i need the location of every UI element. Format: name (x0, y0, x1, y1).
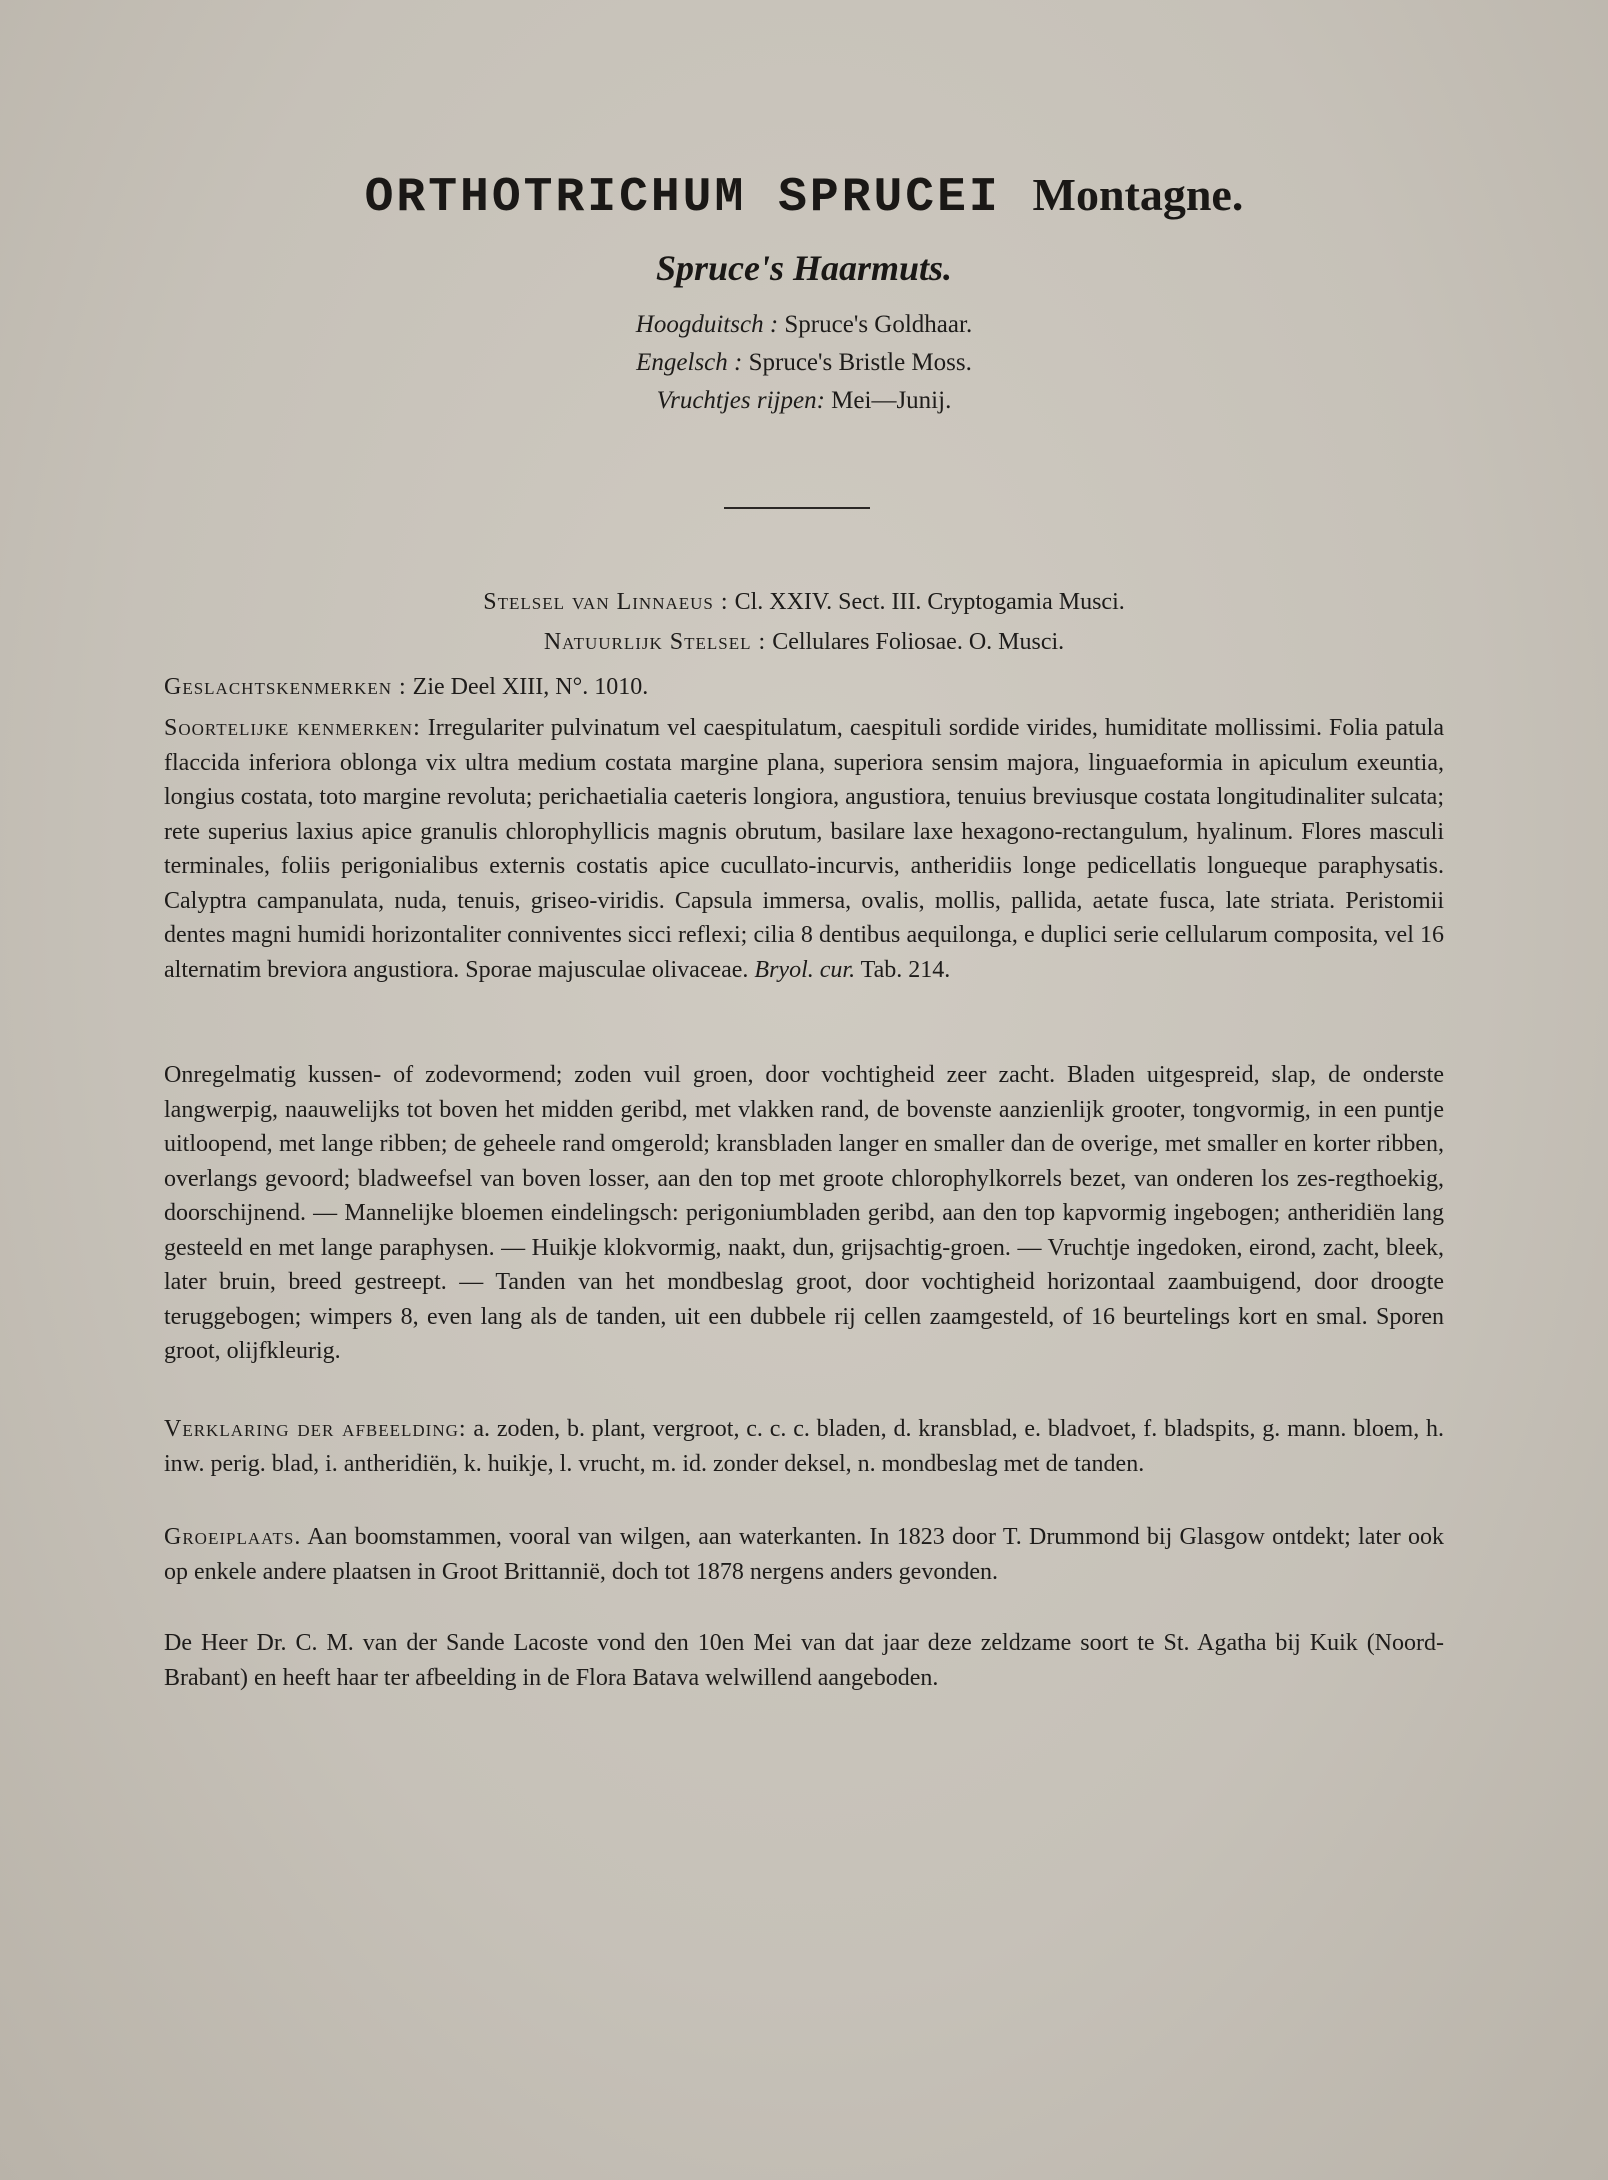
separator-rule (724, 507, 870, 509)
name-line: Engelsch : Spruce's Bristle Moss. (636, 349, 972, 376)
habitat: Groeiplaats. Aan boomstammen, vooral van wilgen, aan waterkanten. In 1823 door T. Drummond bij Glasgow ontdekt; later ook op enkele andere plaatsen in Groot Brittannië, doch tot 1878 nergens anders gevonden. (164, 1524, 1444, 1585)
dutch-description: Onregelmatig kussen- of zodevormend; zoden vuil groen, door vochtigheid zeer zacht. Bladen uitgespreid, slap, de onderste langwerpig, naauwelijks tot boven het midden geribd, met vlakken rand, de bovenste aanzienlijk grooter, tongvormig, in een puntje uitloopend, met lange ribben; de geheele rand omgerold; kransbladen langer en smaller dan de overige, met smaller en korter ribben, overlangs gevoord; bladweefsel van boven losser, aan den top met groote chlorophylkorrels bezet, van onderen los zes-regthoekig, doorschijnend. — Mannelijke bloemen eindelingsch: perigoniumbladen geribd, aan den top kapvormig ingebogen; antheridiën lang gesteeld en met lange paraphysen. — Huikje klokvormig, naakt, dun, grijsachtig-groen. — Vruchtje ingedoken, eirond, zacht, bleek, later bruin, breed gestreept. — Tanden van het mondbeslag groot, door vochtigheid horizontaal zaambuigend, door droogte teruggebogen; wimpers 8, even lang als de tanden, uit een dubbele rij cellen zaamgesteld, of 16 beurtelings kort en smal. Sporen groot, olijfkleurig. (164, 1062, 1444, 1364)
genus-line: Geslachtskenmerken : Zie Deel XIII, N°. 1010. (164, 674, 649, 700)
name-line: Vruchtjes rijpen: Mei—Junij. (656, 387, 952, 414)
title-author: Montagne. (1032, 169, 1244, 220)
species-description: Soortelijke kenmerken: Irregulariter pulvinatum vel caespitulatum, caespituli sordide virides, humiditate mollissimi. Folia patula flaccida inferiora oblonga vix ultra medium costata margine plana, superiora sensim majora, linguaeformia in apiculum exeuntia, longius costata, toto margine revoluta; perichaetialia caeteris longiora, angustiora, tenuius breviusque costata longitudinaliter sulcata; rete superius laxius apice granulis chlorophyllicis magnis obrutum, basilare laxe hexagono-rectangulum, hyalinum. Flores masculi terminales, foliis perigonialibus externis costatis apice cucullato-incurvis, antheridiis longe pedicellatis longueque paraphysatis. Calyptra campanulata, nuda, tenuis, griseo-viridis. Capsula immersa, ovalis, mollis, pallida, aetate fusca, late striata. Peristomii dentes magni humidi horizontaliter conniventes sicci reflexi; cilia 8 dentibus aequilonga, e duplici serie cellularum composita, vel 16 alternatim breviora angustiora. Sporae majusculae olivaceae. Bryol. cur. Tab. 214. (164, 715, 1444, 983)
title-species: ORTHOTRICHUM SPRUCEI (364, 171, 1001, 225)
page-title (0, 168, 1608, 225)
closing-paragraph: De Heer Dr. C. M. van der Sande Lacoste vond den 10en Mei van dat jaar deze zeldzame soort te St. Agatha bij Kuik (Noord-Brabant) en heeft haar ter afbeelding in de Flora Batava welwillend aangeboden. (164, 1630, 1444, 1691)
common-names (0, 306, 1608, 420)
page-subtitle: Spruce's Haarmuts. (655, 248, 953, 288)
name-line: Hoogduitsch : Spruce's Goldhaar. (635, 311, 973, 338)
natural-system-line: Natuurlijk Stelsel : Cellulares Foliosae. O. Musci. (543, 629, 1065, 655)
linnaeus-line: Stelsel van Linnaeus : Cl. XXIV. Sect. III. Cryptogamia Musci. (483, 589, 1125, 615)
figure-explanation: Verklaring der afbeelding: a. zoden, b. plant, vergroot, c. c. c. bladen, d. kransblad, e. bladvoet, f. bladspits, g. mann. bloem, h. inw. perig. blad, i. antheridiën, k. huikje, l. vrucht, m. id. zonder deksel, n. mondbeslag met de tanden. (164, 1416, 1445, 1477)
